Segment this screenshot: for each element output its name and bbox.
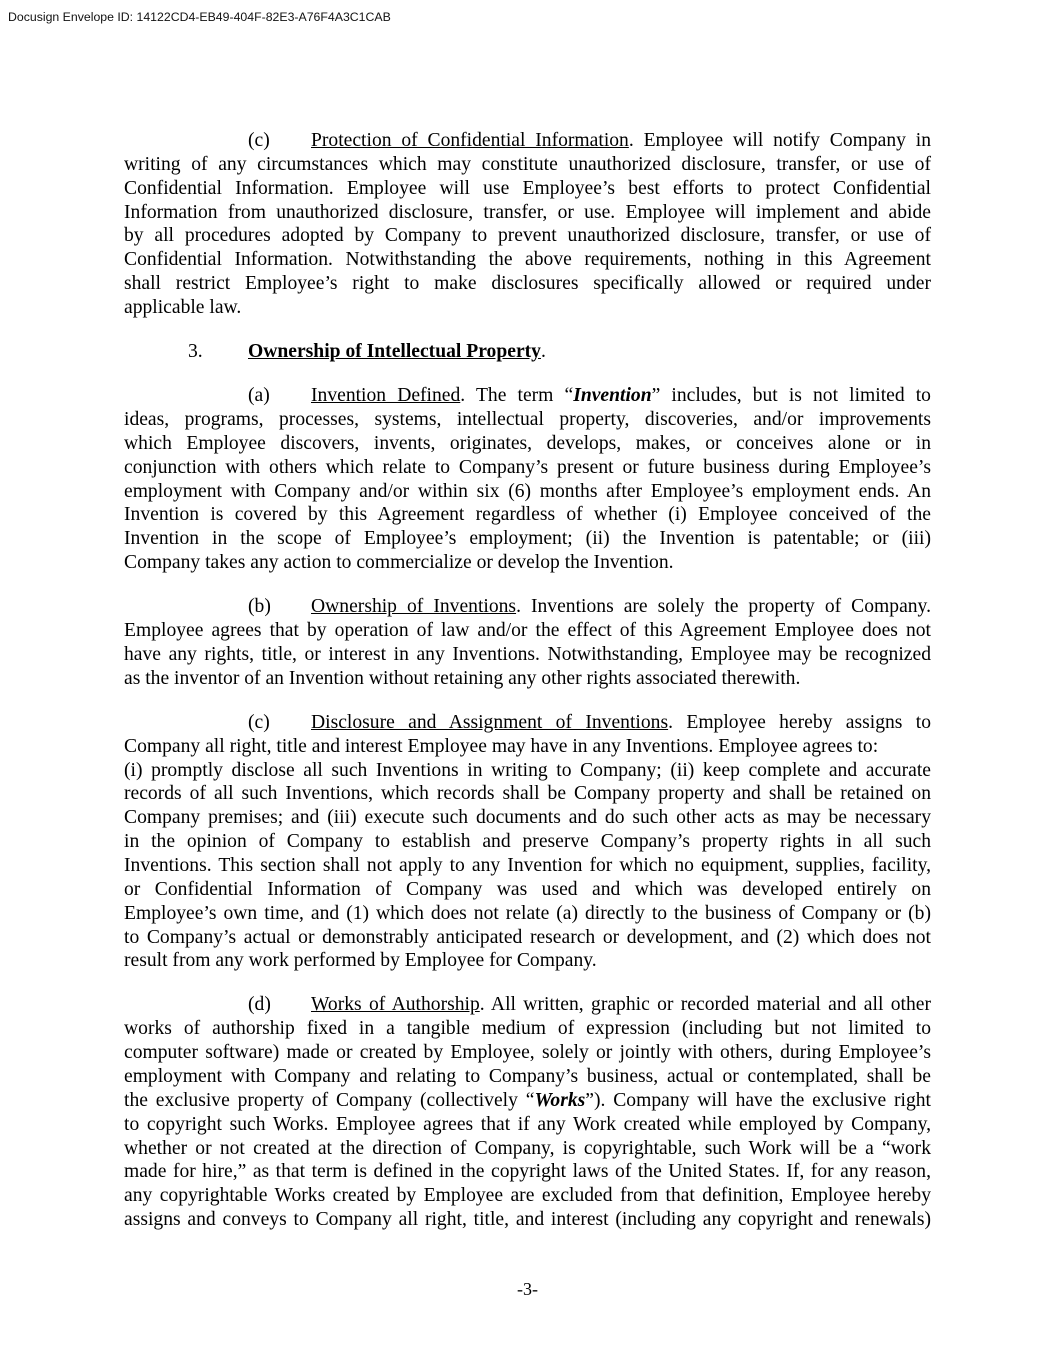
text-run: to copyright such Works. Employee agrees that if any Work created while employed by Company, <box>124 1113 931 1135</box>
text-run: ”). Company will have the exclusive right <box>585 1089 931 1111</box>
text-run: or Confidential Information of Company was used and which was developed entirely on <box>124 878 931 900</box>
text-line <box>124 830 931 854</box>
paragraph <box>124 595 931 690</box>
text-line <box>124 595 931 619</box>
subsection-label: (c) <box>248 130 270 151</box>
text-line <box>124 759 931 783</box>
text-run: computer software) made or created by Employee, solely or jointly with others, during Employee’s <box>124 1042 931 1064</box>
text-run: Company takes any action to commercialize or develop the Invention. <box>124 552 674 574</box>
defined-term: Invention <box>573 385 652 407</box>
text-run: works of authorship fixed in a tangible medium of expression (including but not limited to <box>124 1018 931 1040</box>
text-line <box>124 527 931 551</box>
text-run: Confidential Information. Notwithstanding the above requirements, nothing in this Agreement <box>124 249 931 271</box>
section-title: Ownership of Inventions <box>311 596 517 618</box>
section-number: 3. <box>188 341 203 363</box>
text-line <box>124 340 931 364</box>
text-run: have any rights, title, or interest in any Inventions. Notwithstanding, Employee may be recognized <box>124 643 931 665</box>
text-line <box>124 1089 931 1113</box>
text-run: assigns and conveys to Company all right, title, and interest (including any copyright and renewals) <box>124 1209 931 1231</box>
text-line <box>124 735 931 759</box>
text-run: result from any work performed by Employee for Company. <box>124 950 597 972</box>
section-title: Disclosure and Assignment of Inventions <box>311 711 669 733</box>
subsection-label: (c) <box>248 711 270 733</box>
text-run: (i) promptly disclose all such Inventions in writing to Company; (ii) keep complete and accurate <box>124 759 931 781</box>
text-line <box>124 1113 931 1137</box>
defined-term: Works <box>534 1089 586 1111</box>
text-line <box>124 153 931 177</box>
text-line <box>124 503 931 527</box>
text-line <box>124 926 931 950</box>
text-line <box>124 408 931 432</box>
text-line <box>124 456 931 480</box>
paragraph <box>124 384 931 575</box>
text-run: Invention is covered by this Agreement regardless of whether (i) Employee conceived of the <box>124 504 931 526</box>
paragraph <box>124 129 931 320</box>
text-line <box>124 1017 931 1041</box>
text-run: writing of any circumstances which may constitute unauthorized disclosure, transfer, or use of <box>124 153 931 175</box>
text-line <box>124 711 931 735</box>
text-run: Inventions. This section shall not apply to any Invention for which no equipment, supplies, facility, <box>124 854 931 876</box>
text-run: Employee agrees that by operation of law and/or the effect of this Agreement Employee does not <box>124 620 931 642</box>
text-run: Confidential Information. Employee will use Employee’s best efforts to protect Confidential <box>124 177 931 199</box>
text-line <box>124 667 931 691</box>
text-run: which Employee discovers, invents, originates, develops, makes, or conceives alone or in <box>124 432 931 454</box>
text-line <box>124 384 931 408</box>
text-run: Company all right, title and interest Employee may have in any Inventions. Employee agrees to: <box>124 735 879 757</box>
text-run: applicable law. <box>124 296 242 318</box>
text-line <box>124 129 931 153</box>
text-run: Information from unauthorized disclosure, transfer, or use. Employee will implement and abide <box>124 201 931 223</box>
text-line <box>124 1208 931 1232</box>
text-line <box>124 296 931 320</box>
text-line <box>124 201 931 225</box>
text-line <box>124 643 931 667</box>
text-line <box>124 272 931 296</box>
text-run: . Employee will notify Company in <box>628 130 932 151</box>
text-run: ” includes, but is not limited to <box>651 385 931 407</box>
text-run: employment with Company and relating to Company’s business, actual or contemplated, shall be <box>124 1066 931 1088</box>
text-line <box>124 177 931 201</box>
section-heading <box>124 340 931 364</box>
text-run: ideas, programs, processes, systems, intellectual property, discoveries, and/or improvements <box>124 409 931 431</box>
page-number: -3- <box>517 1279 538 1299</box>
paragraph <box>124 993 931 1231</box>
text-line <box>124 432 931 456</box>
text-line <box>124 1184 931 1208</box>
subsection-label: (d) <box>248 994 271 1016</box>
text-line <box>124 782 931 806</box>
text-line <box>124 551 931 575</box>
document-body <box>124 129 931 1252</box>
text-run: . All written, graphic or recorded material and all other <box>479 994 931 1016</box>
subsection-label: (a) <box>248 385 270 407</box>
text-run: employment with Company and/or within six (6) months after Employee’s employment ends. An <box>124 480 931 502</box>
paragraph <box>124 711 931 973</box>
text-line <box>124 949 931 973</box>
section-title: Ownership of Intellectual Property <box>248 341 541 363</box>
text-run: Employee’s own time, and (1) which does not relate (a) directly to the business of Company or (b) <box>124 902 931 924</box>
section-title: Protection of Confidential Information <box>311 130 629 151</box>
text-run: shall restrict Employee’s right to make disclosures specifically allowed or required under <box>124 273 931 295</box>
section-title: Works of Authorship <box>311 994 480 1016</box>
text-line <box>124 619 931 643</box>
text-run: in the opinion of Company to establish and preserve Company’s property rights in all such <box>124 831 931 853</box>
subsection-label: (b) <box>248 596 271 618</box>
text-run: by all procedures adopted by Company to prevent unauthorized disclosure, transfer, or use of <box>124 225 931 247</box>
section-title: Invention Defined <box>311 385 461 407</box>
text-run: made for hire,” as that term is defined in the copyright laws of the United States. If, for any reason, <box>124 1161 931 1183</box>
text-line <box>124 902 931 926</box>
text-line <box>124 480 931 504</box>
text-run: . <box>540 341 546 363</box>
text-line <box>124 1137 931 1161</box>
text-run: records of all such Inventions, which records shall be Company property and shall be retained on <box>124 783 931 805</box>
text-line <box>124 248 931 272</box>
text-line <box>124 878 931 902</box>
text-run: whether or not created at the direction of Company, is copyrightable, such Work will be a “work <box>124 1137 931 1159</box>
text-line <box>124 224 931 248</box>
text-line <box>124 1065 931 1089</box>
text-run: . Inventions are solely the property of Company. <box>516 596 931 618</box>
text-run: . Employee hereby assigns to <box>668 711 932 733</box>
text-run: the exclusive property of Company (collectively “ <box>124 1089 535 1111</box>
text-line <box>124 993 931 1017</box>
text-run: to Company’s actual or demonstrably anticipated research or development, and (2) which does not <box>124 926 931 948</box>
text-run: any copyrightable Works created by Employee are excluded from that definition, Employee hereby <box>124 1185 931 1207</box>
text-line <box>124 854 931 878</box>
docusign-envelope-id: Docusign Envelope ID: 14122CD4-EB49-404F-82E3-A76F4A3C1CAB <box>8 10 391 24</box>
text-run: Invention in the scope of Employee’s employment; (ii) the Invention is patentable; or (iii) <box>124 528 931 550</box>
text-run: as the inventor of an Invention without retaining any other rights associated therewith. <box>124 667 801 689</box>
text-line <box>124 1160 931 1184</box>
text-run: conjunction with others which relate to Company’s present or future business during Employee’s <box>124 456 931 478</box>
text-run: Company premises; and (iii) execute such documents and do such other acts as may be necessary <box>124 807 931 829</box>
text-line <box>124 806 931 830</box>
text-line <box>124 1041 931 1065</box>
text-run: . The term “ <box>460 385 574 407</box>
